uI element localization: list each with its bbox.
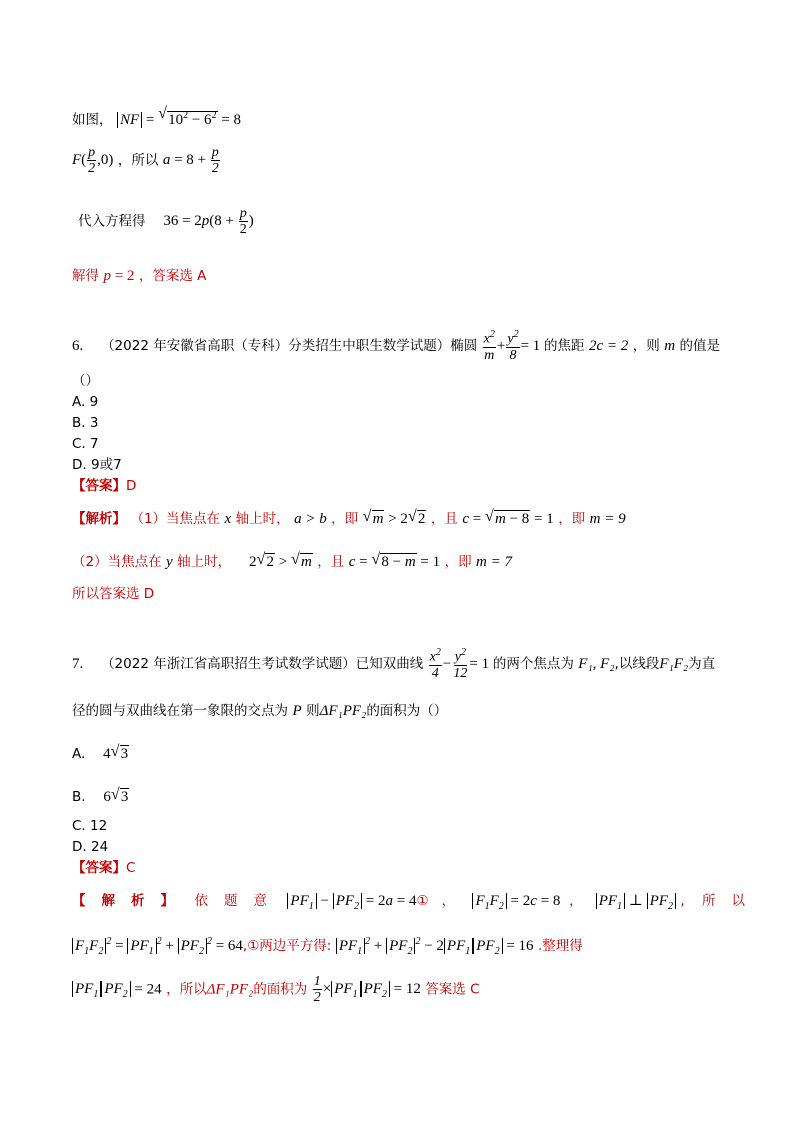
q6-a1-text2: 轴上时，	[235, 511, 290, 527]
q7-analysis-tag: 【解析】	[72, 893, 190, 909]
q7-option-a-label: A.	[72, 746, 86, 762]
q7-analysis-math3: $PF_1$ ⊥ $PF_2$	[596, 893, 676, 909]
q7-option-d: D. 24	[72, 839, 109, 855]
q7-number: 7.	[72, 655, 84, 672]
q7-analysis-final: 答案选 C	[425, 981, 480, 998]
q7-analysis-suo: 所以	[702, 893, 762, 909]
q6-paren: （）	[72, 373, 99, 389]
q6-a2-math1: 2 √ 2 > √ m	[248, 551, 312, 570]
q7-source: （2022 年浙江省高职招生考试数学试题）已知双曲线	[101, 655, 424, 672]
q6-a1-math1: a > b	[294, 511, 327, 527]
q5-line3-text: 代入方程得	[78, 213, 146, 230]
q7-answer-value: C	[126, 860, 136, 876]
q7-option-b-coef: 6	[103, 789, 111, 805]
q7-analysis-triangle: ΔF₁PF₂	[206, 981, 254, 998]
q6-answer-tag: 【答案】	[72, 478, 126, 494]
q5-line1-text: 如图，	[72, 112, 113, 128]
q6-option-c: C. 7	[72, 436, 99, 452]
q6-option-d: D. 9或7	[72, 457, 122, 473]
q5-result-text1: 解得	[72, 268, 99, 284]
q7-stem-mid: 的两个焦点为	[492, 655, 574, 672]
q5-equation: 36 = 2p(8 + $\frac{p}{2}$ )	[163, 206, 254, 237]
q7-foci: F₁, F₂	[578, 655, 615, 672]
q7-analysis-mid4: 的面积为	[253, 981, 308, 998]
q6-a2-text4: ，即	[444, 554, 472, 570]
q5-line-result	[72, 266, 206, 286]
q7-stem-line2	[72, 701, 447, 721]
q7-line2-text2: 则	[306, 703, 320, 719]
q5-nf-formula: NF = √ $10^2 - 6^2 = 8$	[117, 112, 241, 128]
q6-stem-var: m	[664, 337, 676, 354]
q7-answer	[72, 858, 135, 878]
q6-a1-x: x	[224, 511, 232, 527]
q7-option-a	[72, 744, 129, 764]
q7-analysis-3	[72, 975, 480, 1005]
q5-result-math: p = 2	[103, 268, 135, 284]
q7-analysis-math4: $F_1F_2^2 = PF_1^2 + PF_2^2 = 64$	[72, 938, 243, 954]
q7-stem-end: 为直	[688, 655, 716, 672]
q6-a1-math4: m = 9	[589, 511, 626, 527]
q7-analysis-math2: $F_1F_2 = 2c = 8$	[472, 893, 560, 909]
q5-line-focus	[72, 146, 221, 176]
q7-analysis-yi: 依题意	[194, 893, 283, 909]
q7-analysis-mid3: ，所以	[166, 981, 207, 998]
q7-analysis-mid: ,①两边平方得:	[242, 938, 332, 954]
q6-a2-math2: c = √ 8 − m = 1	[348, 551, 441, 570]
q6-analysis-2	[72, 552, 512, 572]
q6-conclusion: 所以答案选 D	[72, 586, 155, 602]
q5-line-substitute	[78, 207, 254, 237]
q7-analysis-math6: $PF_1$ $PF_2 = 24$	[72, 981, 162, 997]
q7-option-c: C. 12	[72, 818, 108, 834]
q6-stem-end2: 的值是	[679, 337, 720, 354]
q6-a1-text4: ，且	[430, 511, 458, 527]
q6-option-a: A. 9	[72, 394, 99, 410]
q6-a2-text2: 轴上时，	[177, 554, 232, 570]
q7-option-a-coef: 4	[103, 746, 111, 762]
q6-a2-y: y	[166, 554, 173, 570]
q6-source: （2022 年安徽省高职（专科）分类招生中职生数学试题）椭圆	[101, 337, 478, 354]
q7-stem-mid2: ,以线段	[614, 655, 660, 672]
q7-point-p: P	[292, 703, 302, 719]
q7-hyperbola-equation: $\frac{x^2}{4}$ − $\frac{y^2}{12}$ = 1	[429, 647, 490, 681]
q7-option-a-value: 4 √ 3	[103, 743, 129, 762]
q7-stem	[72, 648, 715, 681]
q6-analysis-1	[72, 509, 626, 529]
q6-answer-value: D	[126, 478, 137, 494]
q7-option-b-value: 6 √ 3	[103, 786, 129, 805]
q6-a1-text3: ，即	[331, 511, 359, 527]
q6-stem-mid: 的焦距	[544, 337, 585, 354]
q7-analysis-math5: $PF_1^2 + PF_2^2 - 2$ $PF_1$ $PF_2 = 16$	[336, 938, 534, 954]
q7-analysis-2	[72, 932, 583, 962]
q6-a2-text1: （2）当焦点在	[72, 554, 162, 570]
q6-a2-text3: ，且	[317, 554, 345, 570]
q7-option-b	[72, 787, 129, 807]
q5-line-nf	[72, 106, 241, 130]
q6-analysis-tag: 【解析】	[72, 511, 126, 527]
q6-a1-text1: （1）当焦点在	[130, 511, 221, 527]
q5-a-formula: a = 8 + $\frac{p}{2}$	[162, 145, 219, 176]
q7-line2-text1: 径的圆与双曲线在第一象限的交点为	[72, 703, 288, 719]
q6-a2-math3: m = 7	[476, 554, 512, 570]
q7-line2-text3: 的面积为（）	[366, 703, 448, 719]
q5-line2-text: ，所以	[117, 152, 159, 169]
q7-analysis-circle: ①	[416, 893, 429, 909]
q7-analysis-math1: $PF_1 - PF_2 = 2a = 4$	[287, 893, 416, 909]
q7-answer-tag: 【答案】	[72, 860, 126, 876]
q6-stem-math: 2c = 2	[589, 337, 629, 354]
q6-stem-end1: ，则	[632, 337, 660, 354]
q6-number: 6.	[72, 337, 84, 354]
q7-segment: F₁F₂	[659, 655, 689, 672]
q7-triangle: ΔF₁PF₂	[319, 703, 367, 719]
q6-answer	[72, 476, 136, 496]
q6-a1-text5: ，即	[558, 511, 586, 527]
q7-analysis-1: 【解析】 依题意 $PF_1 - PF_2 = 2a$ = 4① ， $F_1F_2 = 2c = 8$ ， $PF_1$ ⊥ $PF_2$ , 所以	[72, 893, 762, 912]
q5-result-text2: ，答案选 A	[138, 268, 207, 284]
q6-a1-math3: c = √ m − 8 = 1	[462, 508, 554, 527]
q6-a1-math2: √ m > 2 √ 2	[362, 508, 426, 527]
q7-analysis-end: .整理得	[537, 938, 583, 954]
q6-stem	[72, 330, 720, 363]
q5-focus-formula: F( $\frac{p}{2}$ ,0)	[72, 145, 114, 176]
q6-ellipse-equation: $\frac{x^2}{m}$ + $\frac{y^2}{8}$ = 1	[483, 329, 541, 363]
q7-option-b-label: B.	[72, 789, 86, 805]
q6-option-b: B. 3	[72, 415, 99, 431]
q7-analysis-math7: $\frac{1}{2}$ × $PF_1$ $PF_2 = 12$	[313, 974, 421, 1005]
